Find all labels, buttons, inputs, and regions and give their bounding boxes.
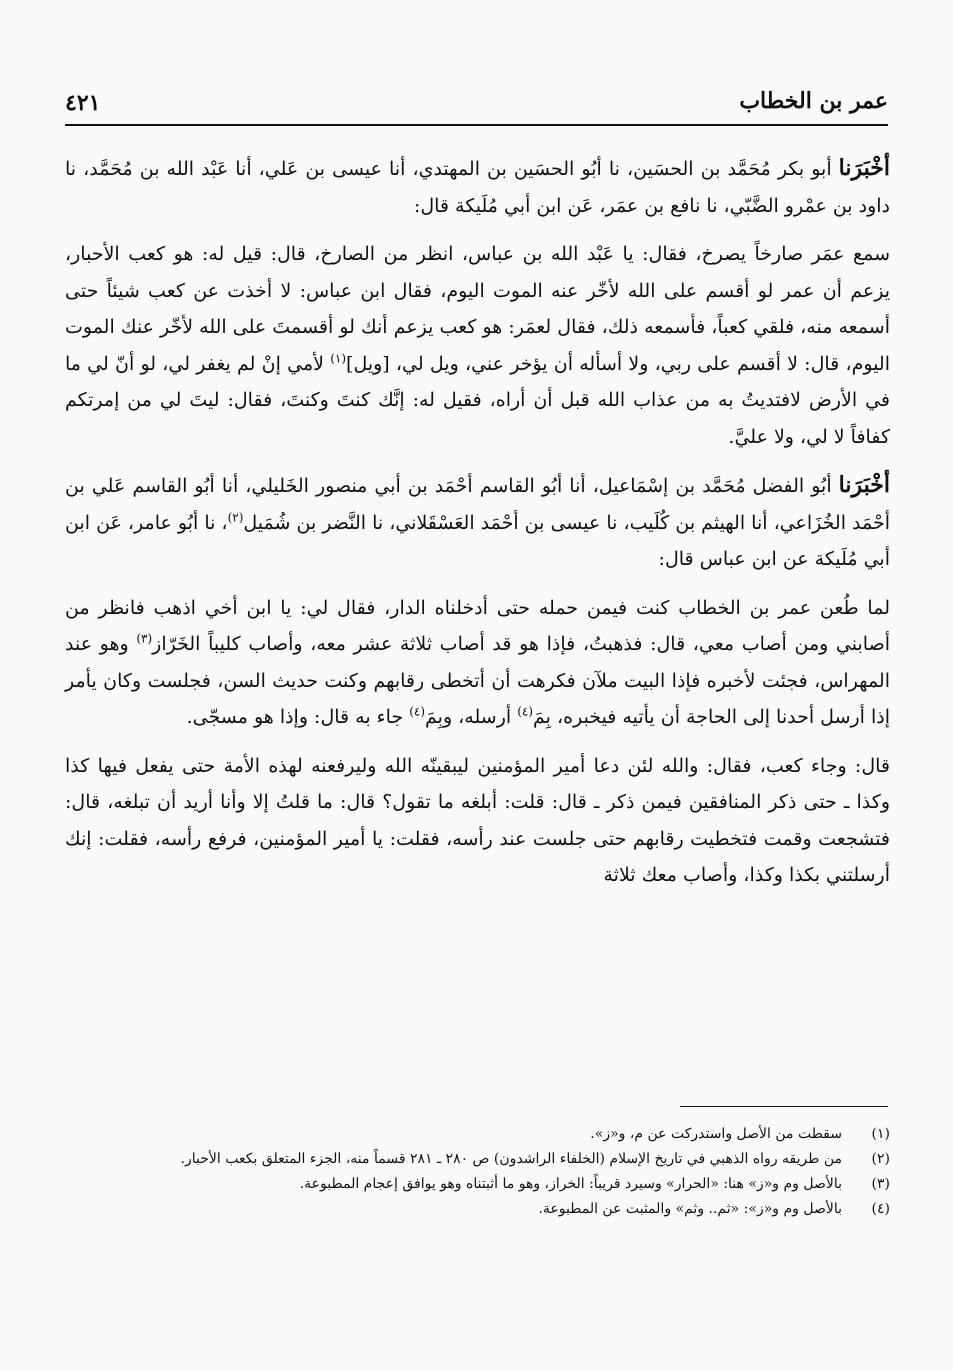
- running-title: عمر بن الخطاب: [739, 88, 888, 114]
- footnotes: [65, 1122, 890, 1222]
- footnote-text: بالأصل وم و«ز» هنا: «الحرار» وسيرد قريباً: الخراز، وهو ما أثبتناه وهو يوافق إعجام المطبوعة.: [299, 1176, 842, 1192]
- footnote-text: بالأصل وم و«ز»: «ثم.. وثم» والمثبت عن المطبوعة.: [538, 1201, 842, 1217]
- footnote-ref[interactable]: (٢): [227, 510, 244, 525]
- footnote-3: [65, 1172, 890, 1197]
- footnote-text: سقطت من الأصل واستدركت عن م، و«ز».: [590, 1126, 842, 1142]
- paragraph-4: [65, 590, 890, 736]
- footnote-2: [65, 1147, 890, 1172]
- footnote-4: [65, 1197, 890, 1222]
- paragraph-text-cont: لأمي إنْ لم يغفر لي، لو أنّ لي ما في الأرض لافتديتُ به من عذاب الله قبل أن أراه، فقيل له: إنَّك كنتَ وكنتَ، فقال: ليتَ لي من إمرتكم كفافاً لا لي، ولا عليَّ.: [65, 352, 890, 448]
- running-header: [65, 88, 888, 126]
- page-number: ٤٢١: [65, 90, 101, 116]
- footnote-number: (٣): [871, 1176, 890, 1192]
- footnote-number: (٤): [871, 1201, 890, 1217]
- paragraph-5: [65, 748, 890, 894]
- footnote-ref[interactable]: (٤): [409, 704, 426, 719]
- footnote-number: (١): [871, 1126, 890, 1142]
- paragraph-text-cont: ، نا أبُو عامر، عَن ابن أبي مُلَيكة عن ابن عباس قال:: [65, 511, 890, 570]
- paragraph-text-cont: أرسله، وبِمَ: [425, 706, 518, 728]
- footnote-ref[interactable]: (١): [330, 351, 347, 366]
- footnote-divider: [680, 1106, 888, 1107]
- footnote-ref[interactable]: (٤): [517, 704, 534, 719]
- footnote-number: (٢): [871, 1151, 890, 1167]
- paragraph-text: أبو بكر مُحَمَّد بن الحسَين، نا أبُو الحسَين بن المهتدي، أنا عيسى بن عَلي، أنا عَبْد الله بن مُحَمَّد، نا داود بن عمْرو الضَّبّي، نا نافع بن عمَر، عَن ابن أبي مُلَيكة قال:: [65, 158, 890, 217]
- paragraph-2: [65, 236, 890, 455]
- main-text: [65, 150, 890, 906]
- paragraph-text: قال: وجاء كعب، فقال: والله لئن دعا أمير المؤمنين ليبقينّه الله وليرفعنه لهذه الأمة حتى يفعل فيها كذا وكذا ـ حتى ذكر المنافقين فيمن ذكر ـ قال: قلت: أبلغه ما تقول؟ قال: ما قلتُ إلا وأنا أريد أن تبلغه، قال: فتشجعت وقمت فتخطيت رقابهم حتى جلست عند رأسه، فقلت: يا أمير المؤمنين، فرفع رأسه، فقلت: إنك أرسلتني بكذا وكذا، وأصاب معك ثلاثة: [65, 754, 890, 886]
- paragraph-text: أبُو الفضل مُحَمَّد بن إسْمَاعيل، أنا أبُو القاسم أحْمَد بن أبي منصور الخَليلي، أنا أبُو القاسم عَلي بن أحْمَد الخُزَاعي، أنا الهيثم بن كُلَيب، نا عيسى بن أحْمَد العَسْقَلاني، نا النَّضر بن شُمَيل: [65, 475, 890, 534]
- paragraph-1: [65, 150, 890, 224]
- paragraph-text: لما طُعن عمر بن الخطاب كنت فيمن حمله حتى أدخلناه الدار، فقال لي: يا ابن أخي اذهب فانظر من أصابني ومن أصاب معي، قال: فذهبتُ، فإذا هو قد أصاب ثلاثة عشر معه، وأصاب كليباً الخَرّاز: [65, 596, 890, 655]
- footnote-text: من طريقه رواه الذهبي في تاريخ الإسلام (الخلفاء الراشدون) ص ٢٨٠ ـ ٢٨١ قسماً منه، الجزء المتعلق بكعب الأحبار.: [180, 1151, 842, 1167]
- paragraph-text: سمع عمَر صارخاً يصرخ، فقال: يا عَبْد الله بن عباس، انظر من الصارخ، قال: قيل له: هو كعب الأحبار، يزعم أن عمر لو أقسم على الله لأخّر عنه الموت اليوم، فقال ابن عباس: لا أخذت عن كعب شيئاً حتى أسمعه منه، فلقي كعباً، فأسمعه ذلك، فقال لعمَر: هو كعب يزعم أنك لو أقسمتَ على الله لأخّر عنك الموت اليوم، قال: لا أقسم على ربي، ولا أسأله أن يؤخر عني، ويل لي، [ويل]: [65, 243, 890, 375]
- isnad-lead: أخْبَرَنا: [838, 472, 890, 498]
- paragraph-3: [65, 467, 890, 578]
- paragraph-text-cont: وهو عند المهراس، فجئت لأخبره فإذا البيت ملآن فكرهت أن أتخطى رقابهم وكنت حديث السن، فجلست وكان يأمر إذا أرسل أحدنا إلى الحاجة أن يأتيه فيخبره، بِمَ: [65, 633, 890, 728]
- footnote-1: [65, 1122, 890, 1147]
- footnote-ref[interactable]: (٣): [136, 631, 153, 646]
- isnad-lead: أخْبَرَنا: [838, 155, 890, 181]
- paragraph-text-cont: جاء به قال: وإذا هو مسجّى.: [186, 706, 410, 728]
